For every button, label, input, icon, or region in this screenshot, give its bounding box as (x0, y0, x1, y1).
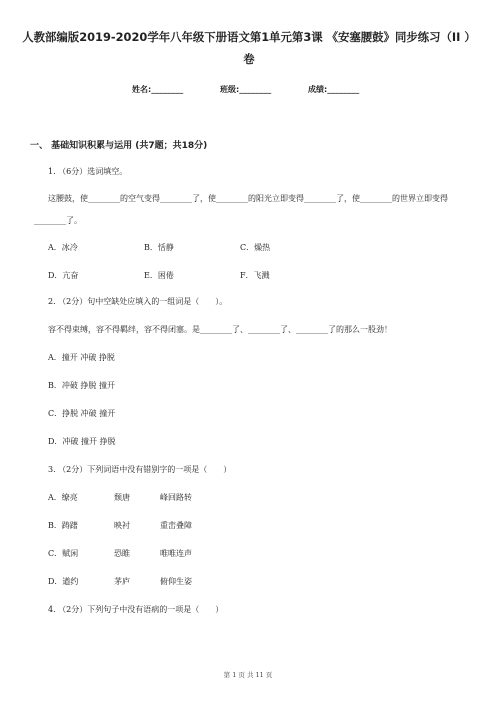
page-footer: 第 1 页 共 11 页 (223, 671, 273, 679)
question-3-option-d-word2: 茅庐 (114, 577, 130, 586)
question-2-option-a: A．撞开 冲破 挣脱 (48, 353, 115, 362)
question-1-option-c: C．燥热 (240, 243, 271, 252)
section-heading: 一、 基础知识积累与运用 (共7题；共18分) (30, 141, 208, 151)
question-3-stem: 3. （2分）下列词语中没有错别字的一项是（ ） (48, 465, 232, 474)
question-2-option-b: B．冲破 挣脱 撞开 (48, 381, 115, 390)
question-1-option-e: E．困倦 (144, 271, 174, 280)
question-1-option-f: F．飞溅 (240, 271, 270, 280)
class-field-label: 班级:________ (220, 85, 272, 94)
question-1-option-b: B．恬静 (144, 243, 174, 252)
question-3-option-c-word2: 恐睢 (114, 549, 130, 558)
question-3-option-c-label: C．赋闲 (48, 549, 79, 558)
name-field-label: 姓名:________ (132, 85, 184, 94)
question-1-option-a: A．冰冷 (48, 243, 78, 252)
question-3-option-a-word3: 峰回路转 (160, 493, 192, 502)
question-3-option-b-word2: 映衬 (114, 521, 130, 530)
question-2-stem: 2. （2分）句中空缺处应填入的一组词是（ ）。 (48, 297, 228, 306)
question-2-option-c: C．挣脱 冲破 撞开 (48, 409, 116, 418)
question-1-text: 这腰鼓，使________的空气变得________了，使________的阳光立即变得________了，使________的世界立即变得________了。 (34, 194, 448, 225)
question-3-option-b-label: B．踌躇 (48, 521, 78, 530)
question-3-option-d-word3: 俯仰生姿 (160, 577, 192, 586)
question-3-option-a-word2: 颓唐 (114, 493, 130, 502)
question-1-stem: 1. （6分）选词填空。 (48, 167, 128, 176)
question-3-option-d-label: D．遒约 (48, 577, 79, 586)
document-title: 人教部编版2019-2020学年八年级下册语文第1单元第3课 《安塞腰鼓》同步练习（II ）卷 (22, 30, 476, 66)
student-info-row (0, 84, 496, 98)
question-3-option-c-word3: 唯唯连声 (160, 549, 192, 558)
question-3-option-a-label: A．缭亮 (48, 493, 78, 502)
question-4-stem: 4. （2分）下列句子中没有语病的一项是（ ） (48, 605, 224, 614)
question-2-text: 容不得束缚，容不得羁绊，容不得闭塞。是________了、________了、________了的那么一股劲！ (48, 325, 392, 334)
question-2-option-d: D．冲破 撞开 挣脱 (48, 437, 116, 446)
question-3-option-b-word3: 重峦叠障 (160, 521, 192, 530)
score-field-label: 成绩:________ (308, 85, 360, 94)
question-1-option-d: D．亢奋 (48, 271, 79, 280)
